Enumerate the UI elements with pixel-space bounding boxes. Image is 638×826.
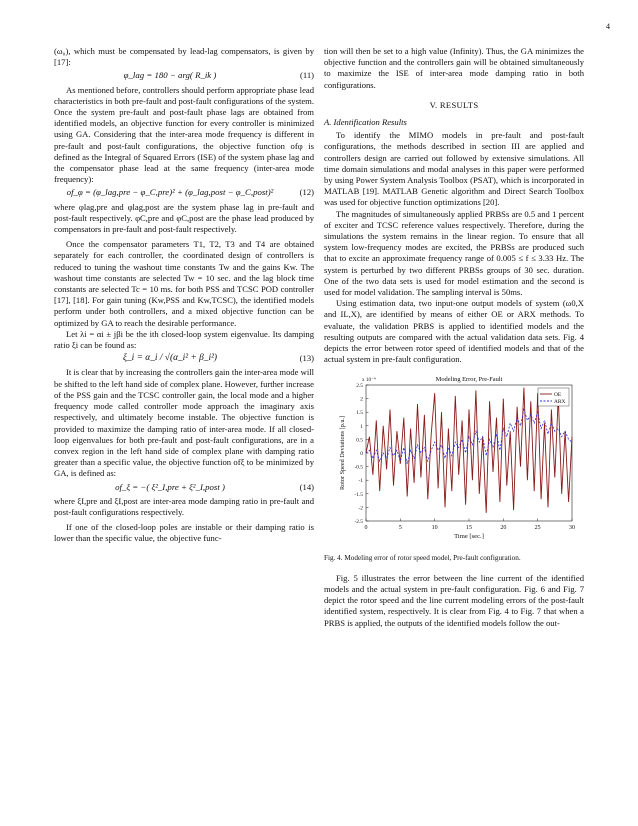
y-tick-label: 0 [360, 451, 363, 458]
equation-13-number: (13) [299, 353, 314, 364]
figure-4 [324, 371, 584, 551]
equation-13 [54, 353, 314, 364]
x-axis-label: Time [sec.] [454, 533, 484, 541]
paragraph-identify: To identify the MIMO models in pre-fault and post-fault configurations, the methods described in section III are applied and controllers design are carried out followed by extensive simulations. All time domain simulations and modal analyses in this paper were performed by using Power System Analysis Toolbox (PSAT), which is incorporated in MATLAB [19]. MATLAB Genetic algorithm and Direct Search Toolbox was used for objective function optimizations [20]. [324, 130, 584, 208]
y-tick-label: -2 [358, 505, 363, 512]
equation-11-body: φ_lag = 180 − arg( R_ik ) [123, 70, 217, 81]
y-tick-label: 1.5 [356, 410, 363, 417]
paragraph-eigenvalue: Let λi = αi ± jβi be the ith closed-loop system eigenvalue. Its damping ratio ξi can be found as: [54, 328, 314, 351]
equation-11 [54, 70, 314, 81]
x-tick-label: 30 [569, 525, 575, 532]
paragraph-fig5: Fig. 5 illustrates the error between the line current of the identified models and the actual system in pre-fault configuration. Fig. 6 and Fig. 7 depict the rotor speed and the line current modeling errors of the post-fault identified system, respectively. It is clear from Fig. 4 to Fig. 7 that when a PRBS is applied, the outputs of the identified models follow the out- [324, 572, 584, 628]
y-tick-label: -0.5 [354, 465, 363, 472]
paragraph-estimation: Using estimation data, two input-one output models of system (ω0,X and IL,X), are identified by means of either OE or ARX methods. To evaluate, the validation PRBS is applied to identified models and the resulting outputs are compared with the actual validation data sets. Fig. 4 depicts the error between rotor speed of identified models and that of the actual system in pre-fault configuration. [324, 298, 584, 365]
paragraph-instable: If one of the closed-loop poles are instable or their damping ratio is lower than the specific value, the objective func- [54, 522, 314, 544]
y-tick-label: -2.5 [354, 519, 363, 526]
equation-14-body: of_ξ = −( ξ²_I,pre + ξ²_I,post ) [115, 481, 225, 492]
equation-14 [54, 482, 314, 493]
y-tick-label: 2.5 [356, 383, 363, 390]
x-tick-label: 15 [466, 525, 472, 532]
equation-12 [54, 187, 314, 198]
equation-14-number: (14) [299, 481, 314, 492]
paragraph-gain-shift: It is clear that by increasing the controllers gain the inter-area mode will be shifted to the left hand side of complex plane. However, further increase of the PSS gain and the TCSC controller gain, the local mode and a higher frequency mode called controller mode approach the imaginary axis respectively, and ultimately become instable. The objective function is provided to maximize the damping ratio of inter-area mode. If all closed-loop eigenvalues for both pre-fault and post-fault configurations, are in a convex region in the left hand side of complex plane with damping ratio greater than a specific value, the objective function ofξ to be minimized by GA, is defined as: [54, 367, 314, 479]
x-tick-label: 25 [534, 525, 541, 532]
legend-label-arx: ARX [554, 399, 566, 406]
paragraph-continued: tion will then be set to a high value (Infinity). Thus, the GA minimizes the objective function and the controllers gain will be obtained simultaneously to maximize the ISE of inter-area mode damping ratio in both configurations. [324, 46, 584, 90]
y-tick-label: 1 [360, 424, 363, 431]
page-number: 4 [606, 22, 610, 31]
x-tick-label: 20 [500, 525, 507, 532]
y-tick-label: 0.5 [356, 437, 363, 444]
x-tick-label: 0 [364, 525, 368, 532]
paragraph-damping-definitions: where ξI,pre and ξI,post are inter-area mode damping ratio in pre-fault and post-fault configurations respectively. [54, 495, 314, 517]
y-multiplier: x 10⁻⁴ [362, 377, 376, 384]
equation-12-body: of_φ = (φ_lag,pre − φ_C,pre)² + (φ_lag,post − φ_C,post)² [66, 187, 274, 198]
section-heading: V. RESULTS [429, 99, 479, 110]
subsection-heading: A. Identification Results [324, 117, 407, 128]
x-tick-label: 10 [431, 525, 438, 532]
legend-label-oe: OE [554, 392, 562, 399]
right-column [324, 46, 584, 629]
y-axis-label: Rotor Speed Deviations [p.u.] [339, 416, 346, 491]
y-tick-label: -1.5 [354, 492, 363, 499]
figure-caption: Fig. 4. Modeling error of rotor speed model, Pre-fault configuration. [324, 554, 521, 563]
equation-13-body: ξ_i = α_i / √(α_i² + β_i²) [122, 353, 218, 364]
equation-12-number: (12) [299, 187, 314, 198]
paragraph-intro: (ω₀), which must be compensated by lead-lag compensators, is given by [17]: [54, 46, 314, 68]
left-column [54, 46, 314, 545]
y-tick-label: 2 [360, 397, 363, 404]
x-tick-label: 5 [398, 525, 402, 532]
paragraph-phase-definitions: where φlag,pre and φlag,post are the system phase lag in pre-fault and post-fault respectively. φC,pre and φC,post are the phase lead produced by compensators in pre-fault and post-fault respectively. [54, 201, 314, 235]
modeling-error-chart [324, 371, 584, 551]
paragraph-controllers: As mentioned before, controllers should perform appropriate phase lead characteristics in both pre-fault and post-fault configurations of the system. Once the system pre-fault and post-fault phase lags are obtained from identified models, an objective function for every controller is minimized using GA. Considering that the inter-area mode frequency is different in pre-fault and post-fault configurations, the objective function ofφ is defined as the Integral of Squared Errors (ISE) of the system phase lag and the compensator phase lead at the same frequency (inter-area mode frequency): [54, 84, 314, 185]
chart-title: Modeling Error, Pre-Fault [435, 376, 503, 384]
paragraph-prbs: The magnitudes of simultaneously applied PRBSs are 0.5 and 1 percent of exciter and TCSC reference values respectively. Therefore, during the simulations the system remains in the linear region. To ensure that all system low-frequency modes are excited, the PRBSs are produced such that to excite an approximate frequency range of 0.005 ≤ f ≤ 3.33 Hz. The system is perturbed by two different PRBSs groups of 30 sec. duration. One of the two data sets is used for model estimation and the second is used for model validation. The sampling interval is 50ms. [324, 208, 584, 298]
paragraph-compensator: Once the compensator parameters T1, T2, T3 and T4 are obtained separately for each controller, the coordinated design of controllers is reduced to tuning the washout time constants Tw and the gains Kw. The washout time constants are selected Tw = 10 sec. and the lag block time constants are selected Tc = 10 ms. for both PSS and TCSC POD controller [17], [18]. For gain tuning (Kw,PSS and Kw,TCSC), the identified models perform under both controllers, and a mixed objective function can be optimized by GA to reach the desirable performance. [54, 239, 314, 328]
equation-11-number: (11) [300, 70, 314, 81]
y-tick-label: -1 [358, 478, 363, 485]
